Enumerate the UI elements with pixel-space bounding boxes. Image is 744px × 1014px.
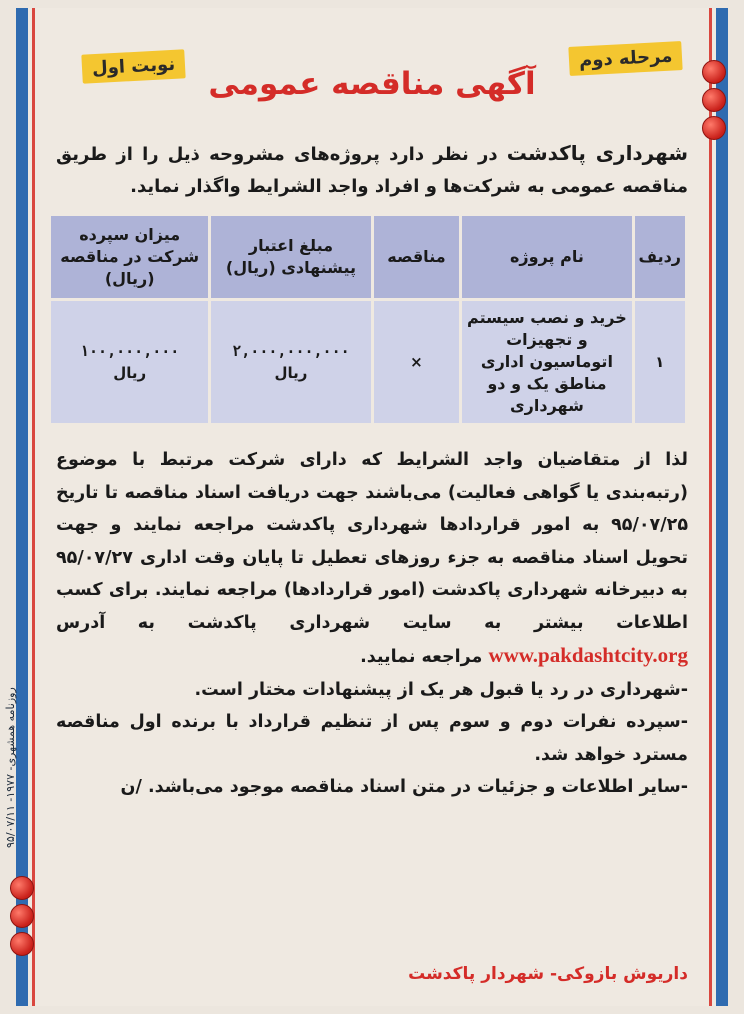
stage-badge: مرحله دوم: [568, 41, 683, 76]
row-index: ۱: [633, 300, 686, 425]
right-inner-line: [709, 8, 712, 1006]
lantern-icon: [10, 876, 34, 900]
row-tender: ×: [372, 300, 461, 425]
main-paragraph-start: لذا از متقاضیان واجد الشرایط که دارای شرکت مرتبط با موضوع (رتبه‌بندی یا گواهی فعالیت) می‌باشند جهت دریافت اسناد مناقصه تا تاریخ ۹۵/۰۷/۲۵ به امور قراردادها شهرداری پاکدشت مراجعه نمایند و جهت تحویل اسناد مناقصه به جزء روزهای تعطیل تا پایان وقت اداری ۹۵/۰۷/۲۷ به دبیرخانه شهرداری پاکدشت (امور قراردادها) مراجعه نمایند. برای کسب اطلاعات بیشتر به سایت شهرداری پاکدشت به آدرس: [56, 450, 688, 633]
lantern-icon: [702, 60, 726, 84]
header: [56, 8, 688, 103]
deposit-value: ۱۰۰,۰۰۰,۰۰۰: [80, 342, 180, 360]
column-header-project: نام پروژه: [461, 215, 633, 300]
decorative-lanterns-top: [702, 60, 726, 144]
left-border-stripe: [16, 8, 28, 1006]
column-header-deposit: میزان سپرده شرکت در مناقصه (ریال): [50, 215, 210, 300]
round-badge: نوبت اول: [81, 49, 185, 83]
tender-table: [48, 213, 688, 426]
right-border-stripe: [716, 8, 728, 1006]
condition-item: -سپرده نفرات دوم و سوم پس از تنظیم قرارداد با برنده اول مناقصه مسترد خواهد شد.: [56, 712, 688, 765]
row-budget: [210, 300, 372, 425]
condition-item: -سایر اطلاعات و جزئیات در متن اسناد مناقصه موجود می‌باشد. /ن: [120, 777, 688, 797]
organization-name: شهرداری پاکدشت: [506, 141, 688, 165]
body-text: [56, 444, 688, 804]
advertisement-content: [56, 8, 688, 1006]
column-header-budget: مبلغ اعتبار پیشنهادی (ریال): [210, 215, 372, 300]
budget-unit: ریال: [274, 364, 308, 382]
intro-text: در نظر دارد پروژه‌های مشروحه ذیل را از طریق مناقصه عمومی به شرکت‌ها و افراد واجد الشرایط واگذار نماید.: [56, 144, 688, 197]
table-header-row: [50, 215, 687, 300]
main-paragraph-end: مراجعه نمایید.: [360, 647, 489, 667]
deposit-unit: ریال: [113, 364, 147, 382]
column-header-tender: مناقصه: [372, 215, 461, 300]
page-title: آگهی مناقصه عمومی: [208, 66, 536, 102]
signature: داریوش بازوکی- شهردار پاکدشت: [408, 964, 688, 984]
decorative-lanterns-bottom: [10, 876, 34, 960]
main-paragraph: [56, 444, 688, 674]
condition-item: -شهرداری در رد یا قبول هر یک از پیشنهادات مختار است.: [194, 679, 688, 700]
budget-value: ۲,۰۰۰,۰۰۰,۰۰۰: [232, 342, 350, 360]
lantern-icon: [702, 116, 726, 140]
website-link[interactable]: www.pakdashtcity.org: [488, 643, 688, 667]
lantern-icon: [10, 904, 34, 928]
advertisement-frame: [4, 8, 728, 1006]
lantern-icon: [10, 932, 34, 956]
table-row: [50, 300, 687, 425]
intro-paragraph: [56, 137, 688, 203]
row-project: خرید و نصب سیستم و تجهیزات اتوماسیون اداری مناطق یک و دو شهرداری: [461, 300, 633, 425]
row-deposit: [50, 300, 210, 425]
lantern-icon: [702, 88, 726, 112]
column-header-index: ردیف: [633, 215, 686, 300]
publication-note: روزنامه همشهری- ۱۹۷۷- ۹۵/۰۷/۱۱: [4, 687, 17, 848]
left-inner-line: [32, 8, 35, 1006]
